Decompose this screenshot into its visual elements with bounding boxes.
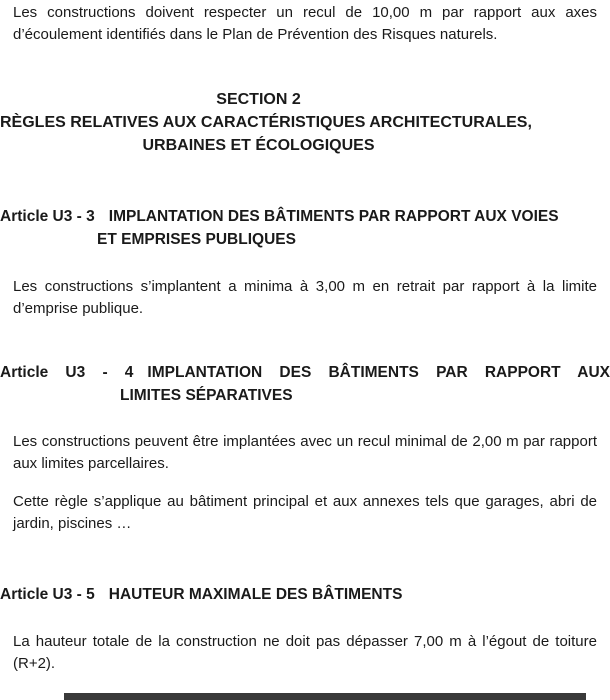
section-number: SECTION 2 (216, 91, 301, 108)
section-title-line1: RÈGLES RELATIVES AUX CARACTÉRISTIQUES ARCHITECTURALES, (0, 114, 532, 131)
article-u3-4-title-line2: LIMITES SÉPARATIVES (120, 387, 293, 404)
section-title-line2: URBAINES ET ÉCOLOGIQUES (142, 137, 375, 154)
article-u3-5-heading (0, 583, 610, 606)
article-u3-3-heading-line1 (0, 205, 610, 228)
article-u3-4-heading-line1 (0, 361, 610, 384)
article-u3-5-title: HAUTEUR MAXIMALE DES BÂTIMENTS (108, 586, 403, 603)
article-u3-5-paragraph: La hauteur totale de la construction ne doit pas dépasser 7,00 m à l’égout de toiture (R+2). (13, 633, 597, 672)
page-bottom-rule (64, 693, 586, 700)
article-u3-3-heading (0, 205, 610, 251)
article-u3-4-heading (0, 361, 610, 407)
article-u3-4-label: Article U3 - 4 (0, 364, 134, 381)
article-u3-5-heading-line1 (0, 583, 610, 606)
section-2-heading (0, 88, 532, 157)
article-u3-4-title: IMPLANTATION DES BÂTIMENTS PAR RAPPORT AUX (147, 364, 610, 381)
article-u3-3-label: Article U3 - 3 (0, 208, 95, 225)
article-u3-5-label: Article U3 - 5 (0, 586, 95, 603)
article-u3-4-paragraph-1: Les constructions peuvent être implantées avec un recul minimal de 2,00 m par rapport aux limites parcellaires. (13, 433, 597, 472)
article-u3-4-paragraph-2: Cette règle s’applique au bâtiment principal et aux annexes tels que garages, abri de jardin, piscines … (13, 493, 597, 532)
article-u3-3-title-line2: ET EMPRISES PUBLIQUES (97, 231, 296, 248)
article-u3-3-title: IMPLANTATION DES BÂTIMENTS PAR RAPPORT AUX VOIES (108, 208, 559, 225)
intro-paragraph: Les constructions doivent respecter un recul de 10,00 m par rapport aux axes d’écoulement identifiés dans le Plan de Prévention des Risques naturels. (13, 4, 597, 43)
article-u3-3-paragraph: Les constructions s’implantent a minima à 3,00 m en retrait par rapport à la limite d’emprise publique. (13, 278, 597, 317)
